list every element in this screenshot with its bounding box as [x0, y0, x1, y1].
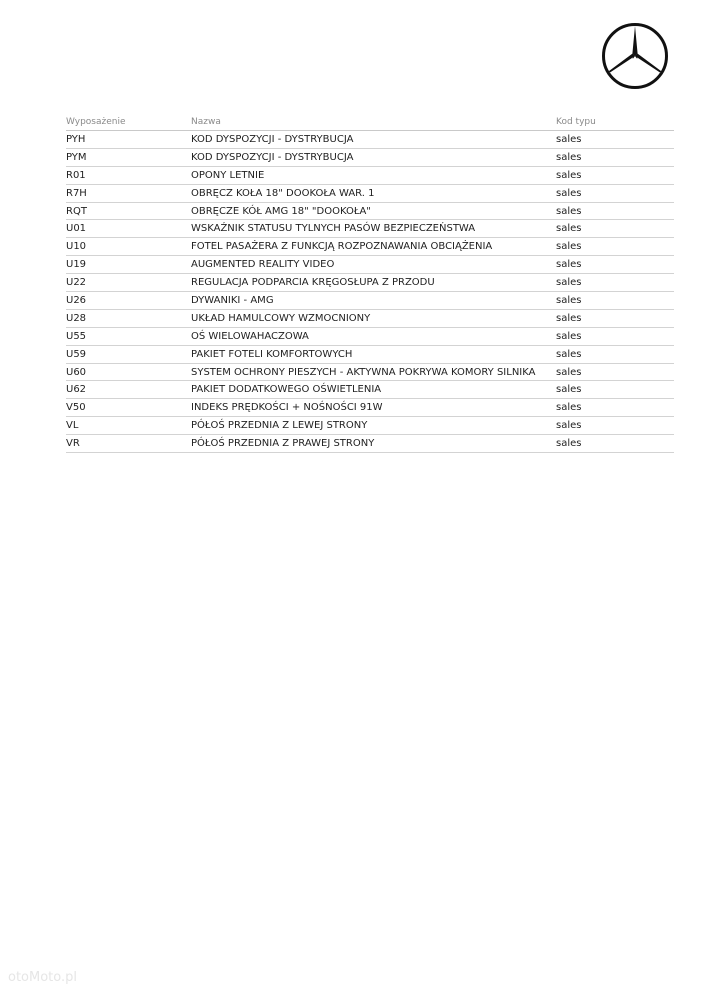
cell-type-code: sales [556, 238, 674, 256]
brand-star-logo-icon [601, 22, 669, 90]
cell-name: OPONY LETNIE [191, 166, 556, 184]
table-row [66, 309, 674, 327]
cell-name: KOD DYSPOZYCJI - DYSTRYBUCJA [191, 131, 556, 149]
cell-name: AUGMENTED REALITY VIDEO [191, 256, 556, 274]
cell-equipment-code: U60 [66, 363, 191, 381]
cell-name: KOD DYSPOZYCJI - DYSTRYBUCJA [191, 148, 556, 166]
cell-name: REGULACJA PODPARCIA KRĘGOSŁUPA Z PRZODU [191, 274, 556, 292]
table-header-row [66, 114, 674, 131]
cell-name: PÓŁOŚ PRZEDNIA Z LEWEJ STRONY [191, 417, 556, 435]
cell-equipment-code: U01 [66, 220, 191, 238]
cell-equipment-code: V50 [66, 399, 191, 417]
cell-equipment-code: U19 [66, 256, 191, 274]
cell-equipment-code: R01 [66, 166, 191, 184]
cell-name: DYWANIKI - AMG [191, 292, 556, 310]
table-row [66, 435, 674, 453]
table-row [66, 166, 674, 184]
table-row [66, 345, 674, 363]
cell-type-code: sales [556, 345, 674, 363]
cell-type-code: sales [556, 399, 674, 417]
cell-type-code: sales [556, 292, 674, 310]
table-row [66, 220, 674, 238]
table-row [66, 202, 674, 220]
cell-type-code: sales [556, 381, 674, 399]
cell-name: PAKIET FOTELI KOMFORTOWYCH [191, 345, 556, 363]
cell-equipment-code: U28 [66, 309, 191, 327]
column-header-equipment: Wyposażenie [66, 114, 191, 131]
cell-equipment-code: U26 [66, 292, 191, 310]
cell-equipment-code: U59 [66, 345, 191, 363]
cell-equipment-code: VL [66, 417, 191, 435]
table-row [66, 238, 674, 256]
cell-type-code: sales [556, 166, 674, 184]
cell-type-code: sales [556, 309, 674, 327]
cell-type-code: sales [556, 274, 674, 292]
cell-type-code: sales [556, 435, 674, 453]
cell-name: OBRĘCZ KOŁA 18" DOOKOŁA WAR. 1 [191, 184, 556, 202]
column-header-type-code: Kod typu [556, 114, 674, 131]
table-row [66, 327, 674, 345]
cell-type-code: sales [556, 184, 674, 202]
cell-name: OŚ WIELOWAHACZOWA [191, 327, 556, 345]
cell-type-code: sales [556, 131, 674, 149]
cell-type-code: sales [556, 417, 674, 435]
cell-type-code: sales [556, 363, 674, 381]
cell-name: FOTEL PASAŻERA Z FUNKCJĄ ROZPOZNAWANIA OBCIĄŻENIA [191, 238, 556, 256]
watermark-text: otoMoto.pl [8, 970, 77, 985]
table-row [66, 363, 674, 381]
cell-name: OBRĘCZE KÓŁ AMG 18" "DOOKOŁA" [191, 202, 556, 220]
table-body [66, 131, 674, 453]
cell-equipment-code: PYM [66, 148, 191, 166]
cell-type-code: sales [556, 202, 674, 220]
cell-equipment-code: R7H [66, 184, 191, 202]
cell-equipment-code: U55 [66, 327, 191, 345]
cell-name: INDEKS PRĘDKOŚCI + NOŚNOŚCI 91W [191, 399, 556, 417]
equipment-table [66, 114, 674, 453]
table-row [66, 131, 674, 149]
table-row [66, 292, 674, 310]
cell-equipment-code: RQT [66, 202, 191, 220]
table-row [66, 184, 674, 202]
table-row [66, 381, 674, 399]
cell-equipment-code: U22 [66, 274, 191, 292]
cell-equipment-code: PYH [66, 131, 191, 149]
cell-name: PÓŁOŚ PRZEDNIA Z PRAWEJ STRONY [191, 435, 556, 453]
cell-type-code: sales [556, 220, 674, 238]
table-row [66, 274, 674, 292]
cell-equipment-code: VR [66, 435, 191, 453]
table-row [66, 256, 674, 274]
table-row [66, 148, 674, 166]
cell-name: SYSTEM OCHRONY PIESZYCH - AKTYWNA POKRYWA KOMORY SILNIKA [191, 363, 556, 381]
cell-type-code: sales [556, 327, 674, 345]
table-row [66, 399, 674, 417]
cell-type-code: sales [556, 148, 674, 166]
cell-type-code: sales [556, 256, 674, 274]
cell-equipment-code: U10 [66, 238, 191, 256]
cell-name: PAKIET DODATKOWEGO OŚWIETLENIA [191, 381, 556, 399]
cell-name: WSKAŹNIK STATUSU TYLNYCH PASÓW BEZPIECZEŃSTWA [191, 220, 556, 238]
column-header-name: Nazwa [191, 114, 556, 131]
cell-equipment-code: U62 [66, 381, 191, 399]
cell-name: UKŁAD HAMULCOWY WZMOCNIONY [191, 309, 556, 327]
table-row [66, 417, 674, 435]
